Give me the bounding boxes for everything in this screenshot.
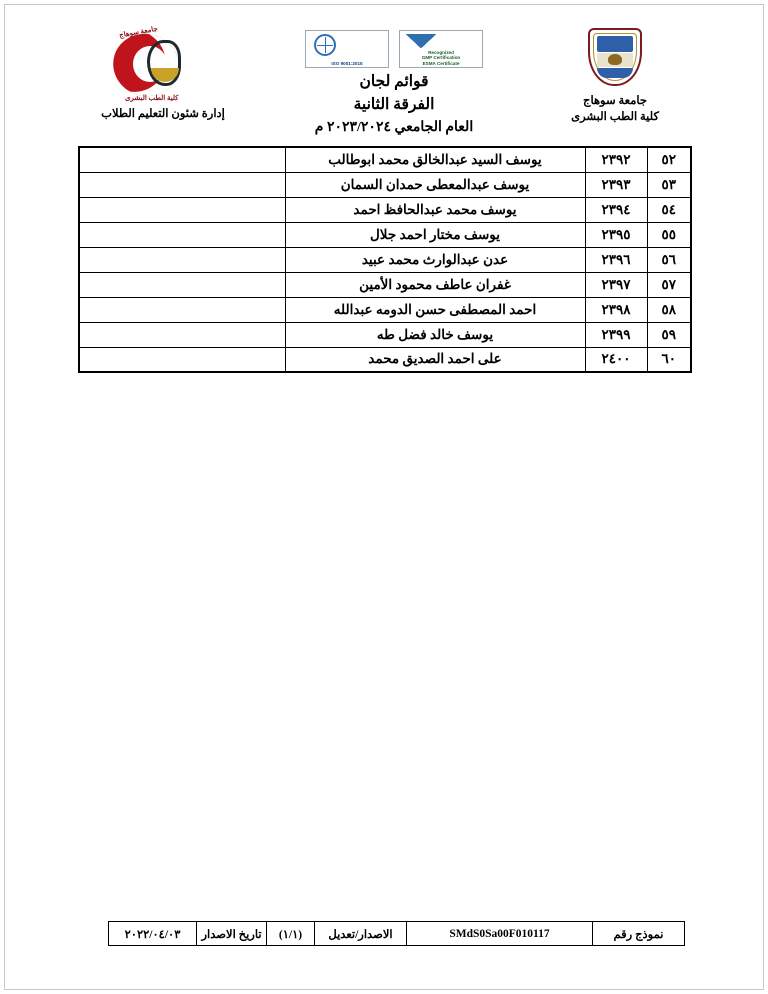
cell-number: ٥٥ — [647, 222, 691, 247]
cell-code: ٢٣٩٩ — [585, 322, 647, 347]
issue-date-label: تاريخ الاصدار — [197, 922, 267, 946]
cell-code: ٢٣٩٢ — [585, 147, 647, 172]
cell-code: ٢٣٩٤ — [585, 197, 647, 222]
table-row — [79, 247, 691, 272]
cell-blank — [79, 197, 285, 222]
cell-code: ٢٣٩٣ — [585, 172, 647, 197]
table-row — [79, 297, 691, 322]
cell-code: ٢٣٩٥ — [585, 222, 647, 247]
form-number-value: SMdS0Sa00F010117 — [407, 922, 593, 946]
cell-blank — [79, 247, 285, 272]
document-header — [78, 24, 690, 136]
cell-number: ٥٤ — [647, 197, 691, 222]
gmp-certification-icon — [399, 30, 483, 68]
gmp-certification-caption: Recognized GMP Certification ESMA Certificate — [421, 50, 461, 66]
university-shield-icon — [584, 28, 646, 90]
cell-number: ٥٦ — [647, 247, 691, 272]
university-name: جامعة سوهاج — [583, 95, 647, 107]
document-title-line3: العام الجامعي ٢٠٢٣/٢٠٢٤ م — [314, 119, 474, 135]
header-faculty-block — [78, 24, 248, 120]
cell-blank — [79, 272, 285, 297]
cell-number: ٦٠ — [647, 347, 691, 372]
faculty-logo-text-bottom: كلية الطب البشرى — [125, 94, 179, 102]
table-row — [79, 172, 691, 197]
footer-row — [109, 922, 685, 946]
cell-blank — [79, 222, 285, 247]
faculty-crescent-caduceus-icon — [107, 24, 219, 104]
cell-name: غفران عاطف محمود الأمين — [285, 272, 585, 297]
cell-blank — [79, 347, 285, 372]
issue-label: الاصدار/تعديل — [315, 922, 407, 946]
students-table-body — [79, 147, 691, 372]
document-title-line1: قوائم لجان — [359, 73, 429, 90]
cell-name: احمد المصطفى حسن الدومه عبدالله — [285, 297, 585, 322]
page-number: (١/١) — [267, 922, 315, 946]
table-row — [79, 272, 691, 297]
cell-name: على احمد الصديق محمد — [285, 347, 585, 372]
document-title-line2: الفرقة الثانية — [353, 96, 435, 114]
cell-code: ٢٣٩٧ — [585, 272, 647, 297]
cell-blank — [79, 172, 285, 197]
cell-name: يوسف محمد عبدالحافظ احمد — [285, 197, 585, 222]
cell-name: يوسف السيد عبدالخالق محمد ابوطالب — [285, 147, 585, 172]
cell-number: ٥٧ — [647, 272, 691, 297]
iso-globe-icon — [305, 30, 389, 68]
students-table — [78, 146, 692, 373]
iso-certification-caption: ISO 9001:2015 — [331, 60, 363, 66]
table-row — [79, 147, 691, 172]
faculty-logo-text-top: جامعة سوهاج — [118, 24, 159, 40]
header-university-block — [540, 28, 690, 125]
cell-name: يوسف خالد فضل طه — [285, 322, 585, 347]
table-row — [79, 322, 691, 347]
cell-blank — [79, 297, 285, 322]
cell-number: ٥٨ — [647, 297, 691, 322]
cell-name: يوسف عبدالمعطى حمدان السمان — [285, 172, 585, 197]
cell-code: ٢٣٩٨ — [585, 297, 647, 322]
cell-name: عدن عبدالوارث محمد عبيد — [285, 247, 585, 272]
cell-blank — [79, 147, 285, 172]
issue-date-value: ٢٠٢٢/٠٤/٠٣ — [109, 922, 197, 946]
cell-number: ٥٢ — [647, 147, 691, 172]
administration-label: إدارة شئون التعليم الطلاب — [101, 108, 225, 120]
cell-name: يوسف مختار احمد جلال — [285, 222, 585, 247]
cell-number: ٥٣ — [647, 172, 691, 197]
faculty-name: كلية الطب البشرى — [571, 110, 659, 123]
table-row — [79, 222, 691, 247]
certification-logos — [248, 30, 540, 68]
document-footer — [108, 921, 685, 946]
header-title-block — [248, 28, 540, 139]
form-number-label: نموذج رقم — [593, 922, 685, 946]
table-row — [79, 347, 691, 372]
cell-blank — [79, 322, 285, 347]
cell-code: ٢٣٩٦ — [585, 247, 647, 272]
cell-number: ٥٩ — [647, 322, 691, 347]
cell-code: ٢٤٠٠ — [585, 347, 647, 372]
table-row — [79, 197, 691, 222]
